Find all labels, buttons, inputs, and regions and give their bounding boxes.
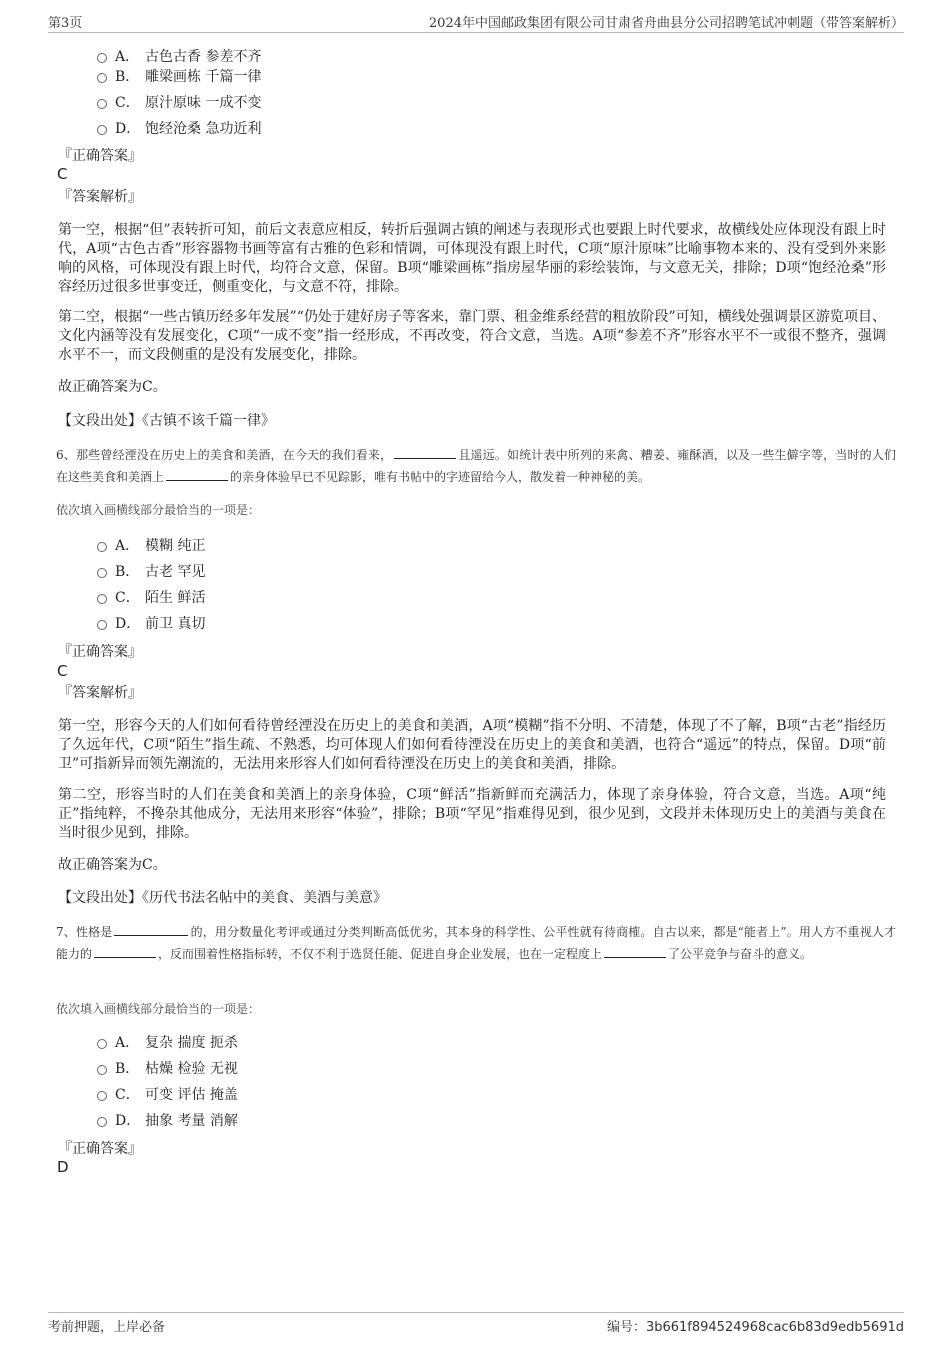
q7-answer-label: 『正确答案』 — [58, 1141, 142, 1157]
q5-answer: C — [57, 165, 68, 183]
q7-option-d[interactable]: D． 抽象 考量 消解 — [97, 1111, 238, 1131]
answer-blank — [604, 945, 666, 958]
q6-answer-label: 『正确答案』 — [58, 644, 142, 660]
answer-blank — [166, 468, 228, 481]
q6-analysis-para1: 第一空，形容今天的人们如何看待曾经湮没在历史上的美食和美酒，A项“模糊”指不分明、不清楚，体现了不了解，B项“古老”指经历了久远年代，C项“陌生”指生疏、不熟悉，均可体现人们如何看待湮没在历史上的美食和美酒，也符合“遥远”的特点，保留。D项“前卫”可指新异而领先潮流的，无法用来形容人们如何看待湮没在历史上的美食和美酒，排除。 — [58, 718, 886, 772]
q5-option-a[interactable]: A． 古色古香 参差不齐 — [97, 47, 261, 67]
q6-option-c[interactable]: C． 陌生 鲜活 — [97, 588, 205, 608]
q6-stem: 6、那些曾经湮没在历史上的美食和美酒，在今天的我们看来， 且遥远。如统计表中所列的来禽、糟姜、雍酥酒，以及一些生僻字等，当时的人们在这些美食和美酒上 的亲身体验早已不见踪影，唯有书帖中的字迹留给今人，散发着一种神秘的美。 — [56, 448, 896, 484]
document-title: 2024年中国邮政集团有限公司甘肃省舟曲县分公司招聘笔试冲刺题（带答案解析） — [428, 16, 904, 31]
answer-blank — [114, 923, 188, 936]
q6-analysis-para2: 第二空，形容当时的人们在美食和美酒上的亲身体验，C项“鲜活”指新鲜而充满活力，体现了亲身体验，符合文意，当选。A项“纯正”指纯粹，不搀杂其他成分，无法用来形容“体验”，排除；B项“罕见”指难得见到，很少见到，文段并未体现历史上的美酒与美食在当时很少见到，排除。 — [58, 787, 886, 841]
q7-option-a[interactable]: A． 复杂 揣度 扼杀 — [97, 1033, 238, 1053]
radio-icon[interactable] — [97, 542, 107, 552]
footer-slogan: 考前押题，上岸必备 — [48, 1320, 166, 1335]
q6-answer: C — [57, 662, 68, 680]
q5-conclusion: 故正确答案为C。 — [58, 379, 167, 395]
q5-analysis-para1: 第一空，根据“但”表转折可知，前后文表意应相反，转折后强调古镇的阐述与表现形式也要跟上时代要求，故横线处应体现没有跟上时代，A项“古色古香”形容器物书画等富有古雅的色彩和情调，可体现没有跟上时代，C项“原汁原味”比喻事物本来的、没有受到外来影响的风格，可体现没有跟上时代，均符合文意，保留。B项“雕梁画栋”指房屋华丽的彩绘装饰，与文意无关，排除；D项“饱经沧桑”形容经历过很多世事变迁，侧重变化，与文意不符，排除。 — [58, 222, 886, 295]
radio-icon[interactable] — [97, 1091, 107, 1101]
q7-stem: 7、性格是 的，用分数量化考评或通过分类判断高低优劣，其本身的科学性、公平性就有待商榷。自古以来，都是“能者上”。用人方不重视人才能力的 ，反而围着性格指标转，不仅不利于选贤任能、促进自身企业发展，也在一定程度上 了公平竞争与奋斗的意义。 — [56, 925, 897, 961]
q6-conclusion: 故正确答案为C。 — [58, 857, 167, 873]
q6-prompt: 依次填入画横线部分最恰当的一项是： — [56, 503, 261, 517]
q6-analysis-label: 『答案解析』 — [58, 685, 142, 701]
radio-icon[interactable] — [97, 53, 107, 63]
q6-option-d[interactable]: D． 前卫 真切 — [97, 614, 205, 634]
answer-blank — [94, 945, 156, 958]
radio-icon[interactable] — [97, 73, 107, 83]
q6-source: 【文段出处】《历代书法名帖中的美食、美酒与美意》 — [58, 890, 387, 906]
radio-icon[interactable] — [97, 99, 107, 109]
q5-option-b[interactable]: B． 雕梁画栋 千篇一律 — [97, 67, 261, 87]
page-header — [48, 12, 904, 33]
q7-option-b[interactable]: B． 枯燥 检验 无视 — [97, 1059, 238, 1079]
q6-option-b[interactable]: B． 古老 罕见 — [97, 562, 205, 582]
radio-icon[interactable] — [97, 1117, 107, 1127]
q5-source: 【文段出处】《古镇不该千篇一律》 — [58, 413, 275, 429]
answer-blank — [394, 446, 456, 459]
radio-icon[interactable] — [97, 568, 107, 578]
q5-analysis-label: 『答案解析』 — [58, 189, 142, 205]
q5-option-c[interactable]: C． 原汁原味 一成不变 — [97, 93, 261, 113]
radio-icon[interactable] — [97, 125, 107, 135]
q5-option-d[interactable]: D． 饱经沧桑 急功近利 — [97, 119, 261, 139]
radio-icon[interactable] — [97, 594, 107, 604]
document-code: 编号：3b661f894524968cac6b83d9edb5691d — [606, 1320, 904, 1335]
radio-icon[interactable] — [97, 1039, 107, 1049]
q7-answer: D — [57, 1158, 69, 1176]
page-footer — [48, 1312, 904, 1335]
q5-analysis-para2: 第二空，根据“一些古镇历经多年发展”“仍处于建好房子等客来，靠门票、租金维系经营的粗放阶段”可知，横线处强调景区游览项目、文化内涵等没有发展变化，C项“一成不变”指一经形成，不再改变，符合文意，当选。A项“参差不齐”形容水平不一或很不整齐，强调水平不一，而文段侧重的是没有发展变化，排除。 — [58, 309, 886, 363]
radio-icon[interactable] — [97, 1065, 107, 1075]
radio-icon[interactable] — [97, 620, 107, 630]
q7-option-c[interactable]: C． 可变 评估 掩盖 — [97, 1085, 238, 1105]
page-number: 第3页 — [48, 16, 83, 31]
q7-prompt: 依次填入画横线部分最恰当的一项是： — [56, 1002, 261, 1016]
q6-option-a[interactable]: A． 模糊 纯正 — [97, 536, 205, 556]
q5-answer-label: 『正确答案』 — [58, 148, 142, 164]
